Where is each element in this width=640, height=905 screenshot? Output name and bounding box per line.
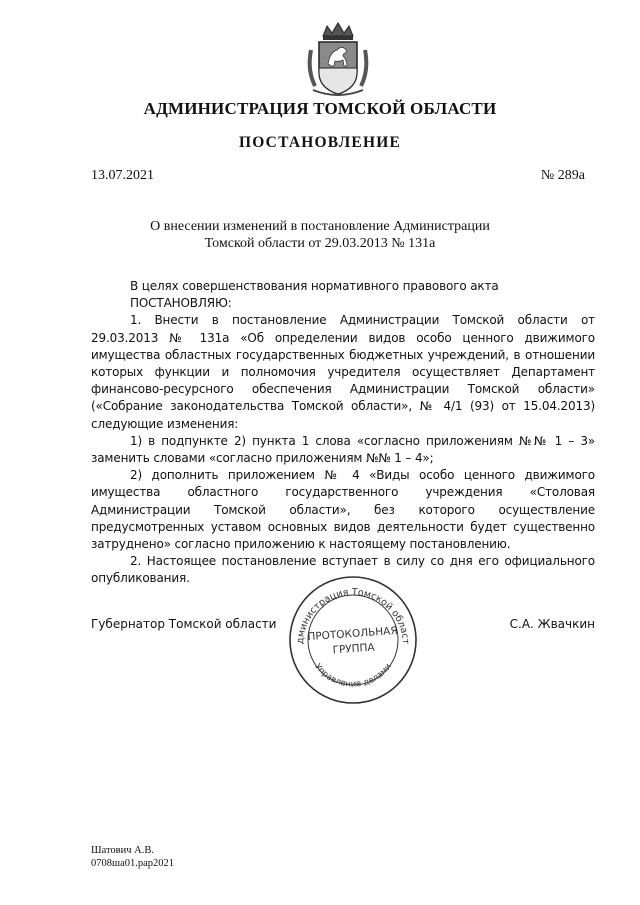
coat-of-arms-icon [303,20,373,100]
signatory-name: С.А. Жвачкин [509,617,595,631]
preamble-paragraph: В целях совершенствования нормативного правового акта [130,279,499,293]
signatory-position: Губернатор Томской области [91,617,277,631]
stamp-outer-text: дминистрация Томской област [294,586,412,645]
paragraph-item-1: 1. Внести в постановление Администрации Томской области от 29.03.2013 № 131а «Об определении видов особо ценного движимого имущества областных государственных бюджетных учреждений, в отношении которых функции и полномочия учредителя осуществляет Департамент финансово-ресурсного обеспечения Администрации Томской области» («Собрание законодательства Томской области», № 4/1 (93) от 15.04.2013) следующие изменения: [91,313,595,431]
document-number: № 289а [540,168,585,183]
paragraph-item-2: 2. Настоящее постановление вступает в силу со дня его официального опубликования. [91,554,595,586]
stamp-bottom-text: Управление делами [312,661,394,690]
document-type: ПОСТАНОВЛЕНИЕ [238,134,402,151]
paragraph-item-1-1: 1) в подпункте 2) пункта 1 слова «согласно приложениям №№ 1 – 3» заменить словами «согласно приложениям №№ 1 – 4»; [91,433,595,466]
subject-line: Томской области от 29.03.2013 № 131а [204,236,436,251]
footer [91,844,174,870]
document-date: 13.07.2021 [91,168,154,183]
paragraph-item-1-2: 2) дополнить приложением № 4 «Виды особо ценного движимого имущества областного государственного учреждения «Столовая Администрации Томской области», без которого осуществление предусмотренных уставом основных видов деятельности будет существенно затруднено» согласно приложению к настоящему постановлению. [91,468,595,552]
document-subject [0,218,640,252]
stamp-center-line: ПРОТОКОЛЬНАЯ [307,624,399,644]
executor-name: Шатович А.В. [91,845,154,856]
document-body [91,278,595,588]
file-reference: 0708ша01.рар2021 [91,858,175,869]
stamp-center-line: ГРУППА [332,641,376,657]
official-stamp [286,573,420,707]
subject-line: О внесении изменений в постановление Администрации [150,219,490,234]
decree-word: ПОСТАНОВЛЯЮ: [130,296,232,311]
organization-title: АДМИНИСТРАЦИЯ ТОМСКОЙ ОБЛАСТИ [143,99,497,118]
